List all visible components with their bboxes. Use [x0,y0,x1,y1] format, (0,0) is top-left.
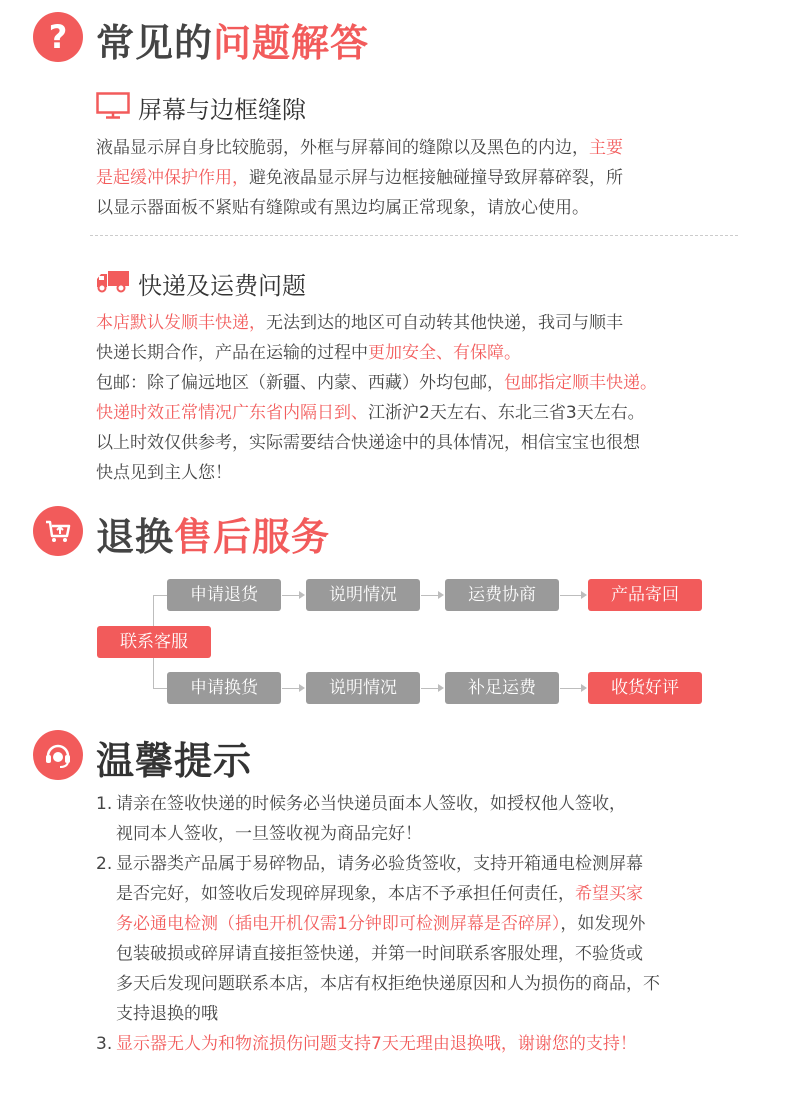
body-text: 以显示器面板不紧贴有缝隙或有黑边均属正常现象，请放心使用。 [96,198,589,218]
returns-title-red: 售后服务 [174,515,331,559]
highlight-text: 务必通电检测（插电开机仅需1分钟即可检测屏幕是否碎屏） [116,914,561,934]
body-text: 包邮：除了偏远地区（新疆、内蒙、西藏）外均包邮， [96,373,504,393]
flow-arrow [560,595,582,596]
faq-title-black: 常见的 [96,21,214,65]
body-text: 无法到达的地区可自动转其他快递，我司与顺丰 [266,313,623,333]
highlight-text: 希望买家 [575,884,643,904]
text-line [96,133,623,163]
body-text: 避免液晶显示屏与边框接触碰撞导致屏幕碎裂，所 [249,168,623,188]
tip-line [96,879,660,909]
flow-step: 运费协商 [445,579,559,611]
arrow-right-icon [581,591,587,599]
body-text: 液晶显示屏自身比较脆弱，外框与屏幕间的缝隙以及黑色的内边， [96,138,589,158]
contact-service-box: 联系客服 [97,626,211,658]
monitor-icon [96,92,130,124]
truck-icon [96,268,130,298]
flow-step: 说明情况 [306,672,420,704]
returns-title-black: 退换 [96,515,175,559]
faq-title-red: 问题解答 [213,21,370,65]
text-line [96,368,657,398]
highlight-text: 主要 [589,138,623,158]
text-line [96,458,657,488]
tip-line [96,969,660,999]
body-text: 快点见到主人您！ [96,463,232,483]
tip-number: 3. [96,1034,113,1054]
tip-number: 1. [96,794,113,814]
shipping-text [96,308,657,488]
body-text: 显示器类产品属于易碎物品，请务必验货签收，支持开箱通电检测屏幕 [116,854,643,874]
question-mark-glyph: ? [48,18,68,56]
text-line [96,163,623,193]
tip-line [96,819,660,849]
tip-line [96,1029,660,1059]
screen-gap-title: 屏幕与边框缝隙 [138,96,306,124]
tip-line [96,939,660,969]
text-line [96,398,657,428]
arrow-right-icon [438,684,444,692]
returns-title [96,506,330,561]
body-text: 支持退换的哦 [116,1004,218,1024]
tip-line [96,789,660,819]
screen-gap-text [96,133,623,223]
body-text: 以上时效仅供参考，实际需要结合快递途中的具体情况，相信宝宝也很想 [96,433,640,453]
flow-arrow [282,595,300,596]
body-text: 江浙沪2天左右、东北三省3天左右。 [368,403,645,423]
highlight-text: 包邮指定顺丰快递。 [504,373,657,393]
body-text: 包装破损或碎屏请直接拒签快递，并第一时间联系客服处理，不验货或 [116,944,643,964]
body-text: 是否完好，如签收后发现碎屏现象，本店不予承担任何责任， [116,884,575,904]
tip-number: 2. [96,854,113,874]
highlight-text: 快递时效正常情况广东省内隔日到、 [96,403,368,423]
flow-step-final: 产品寄回 [588,579,702,611]
flow-step: 申请换货 [167,672,281,704]
return-cart-icon [33,506,83,556]
arrow-right-icon [581,684,587,692]
tip-line [96,909,660,939]
text-line [96,193,623,223]
question-icon [33,12,83,62]
highlight-text: 是起缓冲保护作用， [96,168,249,188]
arrow-right-icon [438,591,444,599]
text-line [96,308,657,338]
body-text: ，如发现外 [560,914,646,934]
shipping-title: 快递及运费问题 [138,272,306,300]
flow-arrow [421,688,439,689]
highlight-text: 本店默认发顺丰快递， [96,313,266,333]
tip-line [96,999,660,1029]
tips-title: 温馨提示 [96,739,253,783]
flow-arrow [421,595,439,596]
headset-icon [33,730,83,780]
divider [90,235,738,236]
body-text: 快递长期合作，产品在运输的过程中 [96,343,368,363]
flow-step: 补足运费 [445,672,559,704]
tips-list [96,789,660,1059]
body-text: 请亲在签收快递的时候务必当快递员面本人签收，如授权他人签收， [116,794,626,814]
arrow-right-icon [299,591,305,599]
flow-arrow [282,688,300,689]
arrow-right-icon [299,684,305,692]
flow-connector [153,688,167,689]
highlight-text: 更加安全、有保障。 [368,343,521,363]
flow-step: 申请退货 [167,579,281,611]
faq-title [96,12,369,67]
flow-connector [153,595,167,596]
body-text: 多天后发现问题联系本店，本店有权拒绝快递原因和人为损伤的商品，不 [116,974,660,994]
text-line [96,338,657,368]
flow-arrow [560,688,582,689]
highlight-text: 显示器无人为和物流损伤问题支持7天无理由退换哦，谢谢您的支持！ [116,1034,637,1054]
tip-line [96,849,660,879]
flow-step: 说明情况 [306,579,420,611]
text-line [96,428,657,458]
flow-step-final: 收货好评 [588,672,702,704]
body-text: 视同本人签收，一旦签收视为商品完好！ [116,824,422,844]
